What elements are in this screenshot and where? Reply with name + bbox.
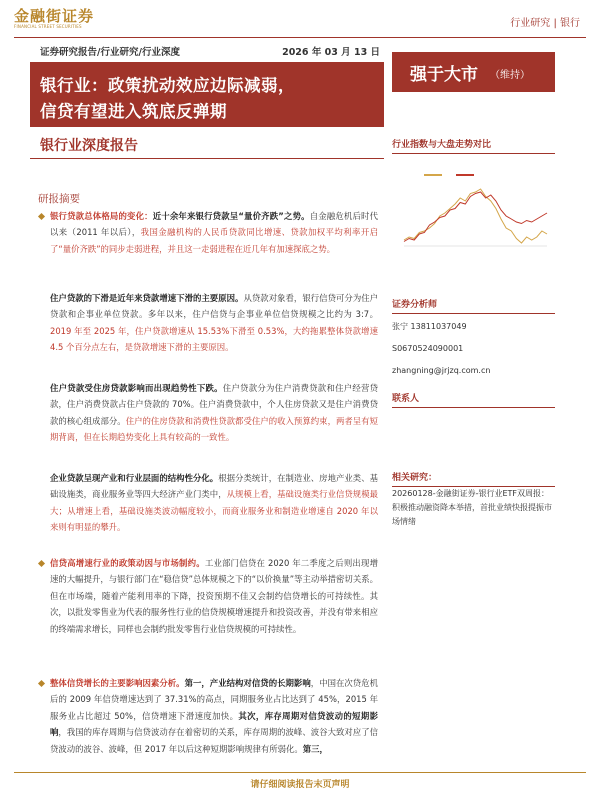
chart-svg <box>396 164 551 254</box>
brand-logo: 金融街证券 <box>14 7 95 25</box>
bullet-icon <box>38 213 45 220</box>
rating-main: 强于大市 <box>410 65 478 85</box>
summary-paragraph-6: 整体信贷增长的主要影响因素分析。第一，产业结构对信贷的长期影响，中国在次贷危机后的 2009 年信贷增速达到了 37.31%的高点，同期服务业占比达到了 45%，2015 年服务业占比超过 50%，信贷增速下滑速度加快。其次，库存周期对信贷波动的短期影响，我国的库存周期与信贷波动存在着密切的关系，库存周期的波峰、波谷大致对应了信贷波动的波谷、波峰，但 2017 年以后这种短期影响规律有所弱化。第三， <box>50 675 378 757</box>
summary-heading: 研报摘要 <box>38 193 80 205</box>
analyst-email[interactable]: zhangning@jrjzq.com.cn <box>392 366 491 375</box>
breadcrumb: 证券研究报告/行业研究/行业深度 <box>40 47 180 58</box>
header-divider <box>14 37 586 38</box>
chart-title: 行业指数与大盘走势对比 <box>392 137 555 154</box>
footer-disclaimer: 请仔细阅读报告末页声明 <box>250 780 350 790</box>
summary-paragraph-2: 住户贷款的下滑是近年来贷款增速下滑的主要原因。从贷款对象看，银行信贷可分为住户贷款和企事业单位贷款。多年以来，住户信贷与企事业单位信贷规模之比约为 3:7。2019 年至 2025 年，住户贷款增速从 15.53%下滑至 0.53%，大约拖累整体贷款增速 4.5 个百分点左右，是贷款增速下滑的主要原因。 <box>50 293 379 353</box>
title-line-1: 银行业：政策扰动效应边际减弱， <box>40 76 295 95</box>
related-title: 相关研究： <box>392 470 555 487</box>
bullet-icon <box>38 680 45 687</box>
contact-title: 联系人 <box>392 391 555 408</box>
header-category: 行业研究 | 银行 <box>510 18 580 29</box>
summary-paragraph-1: 银行贷款总体格局的变化：近十余年来银行贷款呈“量价齐跌”之势。自金融危机后时代以来（2011 年以后），我国金融机构的人民币贷款同比增速、贷款加权平均利率开启了“量价齐跌”的同步走弱进程，并且这一走弱进程在近几年有加速探底之势。 <box>50 208 378 257</box>
chart-series-line-1 <box>404 189 547 243</box>
brand-logo-en: FINANCIAL STREET SECURITIES <box>14 24 82 29</box>
rating-sub: （维持） <box>490 70 530 81</box>
meta-bar <box>40 44 380 58</box>
analyst-name-phone: 张宁 13811037049 <box>392 322 467 331</box>
report-date: 2026 年 03 月 13 日 <box>282 47 380 58</box>
summary-paragraph-3: 住户贷款受住房贷款影响而出现趋势性下跌。住户贷款分为住户消费贷款和住户经营贷款，住户消费贷款占住户贷款的 70%。住户消费贷款中，个人住房贷款又是住户消费贷款的核心组成部分。住户的住房贷款和消费性贷款都受住户的收入预算约束，两者呈有短期背离，但在长期趋势变化上具有较高的一致性。 <box>50 383 379 443</box>
title-line-2: 信贷有望进入筑底反弹期 <box>40 102 227 121</box>
report-type: 银行业深度报告 <box>40 138 138 154</box>
summary-paragraph-4: 企业贷款呈现产业和行业层面的结构性分化。根据分类统计，在制造业、房地产业类、基础设施类，商业服务业等四大经济产业门类中，从规模上看，基础设施类行业信贷规模最大；从增速上看，基础设施类波动幅度较小，而商业服务业和制造业增速自 2020 年以来则有明显的攀升。 <box>50 473 379 533</box>
analyst-title: 证券分析师 <box>392 297 555 314</box>
footer-divider <box>14 772 586 773</box>
bullet-icon <box>38 560 45 567</box>
related-text[interactable]: 20260128-金融街证券-银行业ETF双周报：积极推动融资降本举措，首批业绩快报提振市场情绪 <box>392 489 552 526</box>
analyst-cert: S0670524090001 <box>392 344 464 353</box>
title-block <box>30 62 384 127</box>
rating-box <box>392 52 555 92</box>
chart-series-line-2 <box>404 192 547 242</box>
summary-paragraph-5: 信贷高增速行业的政策动因与市场制约。工业部门信贷在 2020 年二季度之后则出现增速的大幅提升，与银行部门在“稳信贷”总体规模之下的“以价换量”等主动举措密切关系。但在市场端，随着产能利用率的下降，投资预期不佳又会制约信贷增长的可持续性。其次，以批发零售业为代表的服务性行业的信贷规模增速提升和投资改善，并没有带来相应的终端需求增长，同样也会制约批发零售行业信贷规模的可持续性。 <box>50 555 378 637</box>
title-divider <box>30 158 384 159</box>
index-chart <box>396 164 551 254</box>
